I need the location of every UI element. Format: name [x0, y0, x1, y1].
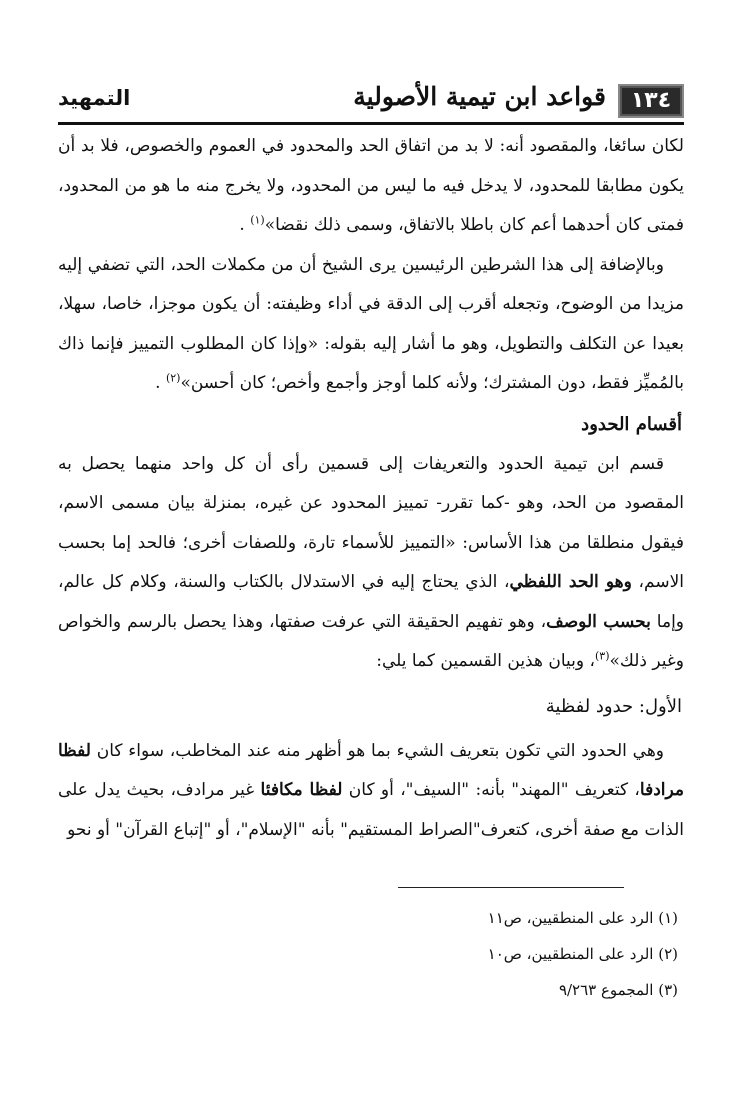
paragraph-3-bold-1: وهو الحد اللفظي — [509, 572, 632, 592]
paragraph-3-text-d: ، وهو تفهيم الحقيقة التي عرفت صفتها، وهذا يحصل بالرسم والخواص وغير ذلك» — [58, 611, 684, 671]
footnote-ref-2: (٢) — [165, 371, 181, 385]
paragraph-3-text-e: ، وبيان هذين القسمين كما يلي: — [376, 651, 595, 671]
paragraph-4-text-d: غير مرادف، بحيث يدل على الذات مع صفة أخرى، كتعرف"الصراط المستقيم" بأنه "الإسلام"، أو "إتباع القرآن" أو نحو — [58, 780, 684, 840]
paragraph-4-text-c: ، كتعريف "المهند" بأنه: "السيف"، أو كان — [348, 780, 640, 800]
main-text — [58, 127, 684, 850]
paragraph-4 — [58, 732, 684, 851]
page-header — [58, 82, 684, 120]
footnote-ref-3: (٣) — [594, 649, 610, 663]
paragraph-2: وبالإضافة إلى هذا الشرطين الرئيسين يرى الشيخ أن من مكملات الحد، التي تضفي إليه مزيدا من الوضوح، وتجعله أقرب إلى الدقة في أداء وظيفته: أن يكون موجزا، خاصا، سهلا، بعيدا عن التكلف والتطويل، وهو ما أشار إليه بقوله: «وإذا كان المطلوب التمييز فإنما ذاك بالمُميِّز فقط، دون المشترك؛ ولأنه كلما أوجز وأجمع وأخص؛ كان أحسن»$^{(٢)}$ . — [58, 254, 684, 393]
footnote-ref-1: (١) — [250, 213, 265, 227]
page-number-badge: ١٣٤ — [618, 84, 684, 118]
paragraph-2-text: وبالإضافة إلى هذا الشرطين الرئيسين يرى الشيخ أن من مكملات الحد، التي تضفي إليه مزيدا من الوضوح، وتجعله أقرب إلى الدقة في أداء وظيفته: أن يكون موجزا، خاصا، سهلا، بعيدا عن التكلف والتطويل، وهو ما أشار إليه بقوله: «وإذا كان المطلوب التمييز فإنما ذاك بالمُميِّز فقط، دون المشترك؛ ولأنه كلما أوجز وأجمع وأخص؛ كان أحسن» — [58, 254, 684, 393]
paragraph-3 — [58, 445, 684, 682]
header-divider — [58, 122, 684, 125]
chapter-title: التمهيد — [58, 86, 131, 110]
paragraph-4-bold-2: لفظا مكافئا — [260, 780, 343, 800]
subsection-heading: الأول: حدود لفظية — [545, 695, 682, 717]
footnote-3: (٣) المجموع ٩/٢٦٣ — [558, 981, 678, 999]
paragraph-4-text-a: وهي الحدود التي تكون بتعريف الشيء بما هو أظهر منه عند المخاطب، سواء كان — [96, 740, 664, 761]
paragraph-3-text-a: قسم ابن تيمية الحدود والتعريفات إلى قسمين رأى أن كل واحد منهما يحصل به المقصود من الحد، وهو -كما تقرر- تمييز المحدود عن غيره، بمنزلة بيان مسمى الاسم، فيقول منطلقا من هذا الأساس: «التمييز للأسماء تارة، وللصفات أخرى؛ فالحد إما بحسب الاسم، — [58, 453, 684, 592]
paragraph-4-bold-1: لفظا مرادفا — [58, 740, 684, 800]
book-title: قواعد ابن تيمية الأصولية — [353, 82, 606, 111]
footnote-2: (٢) الرد على المنطقيين، ص١٠ — [487, 945, 678, 963]
footnotes — [58, 900, 684, 1008]
paragraph-1-text: لكان سائغا، والمقصود أنه: لا بد من اتفاق الحد والمحدود في العموم والخصوص، فلا بد أن يكون مطابقا للمحدود، لا يدخل فيه ما ليس من المحدود، ولا يخرج منه ما هو من المحدود، فمتى كان أحدهما أعم كان باطلا بالاتفاق، وسمى ذلك نقضا» — [58, 136, 684, 235]
footnote-divider — [398, 887, 624, 888]
paragraph-3-text-c: ، الذي يحتاج إليه في الاستدلال بالكتاب والسنة، وكلام كل عالم، وإما — [58, 572, 684, 632]
section-heading: أقسام الحدود — [581, 413, 682, 435]
paragraph-3-bold-2: بحسب الوصف — [546, 611, 651, 632]
paragraph-1: لكان سائغا، والمقصود أنه: لا بد من اتفاق الحد والمحدود في العموم والخصوص، فلا بد أن يكون مطابقا للمحدود، لا يدخل فيه ما ليس من المحدود، ولا يخرج منه ما هو من المحدود، فمتى كان أحدهما أعم كان باطلا بالاتفاق، وسمى ذلك نقضا»$^{(١)}$ . — [58, 136, 684, 235]
footnote-1: (١) الرد على المنطقيين، ص١١ — [487, 909, 678, 927]
